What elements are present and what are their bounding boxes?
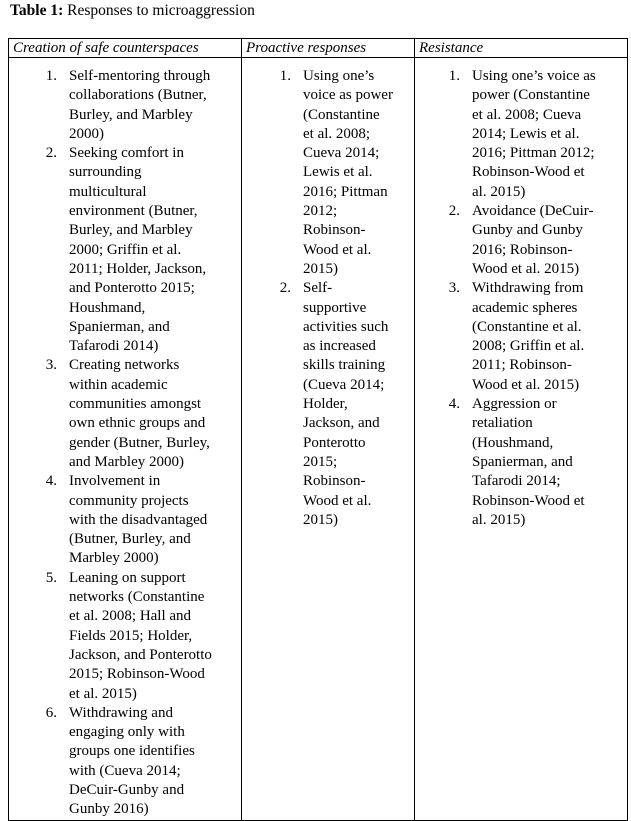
item-text: Withdrawing and engaging only with groups one identifies with (Cueva 2014; DeCuir-Gunby and Gunby 2016)	[69, 704, 195, 818]
item-text: Seeking comfort in surrounding multicultural environment (Butner, Burley, and Marbley 2000; Griffin et al. 2011; Holder, Jackson, and Ponterotto 2015; Houshmand, Spanierman, and Tafarodi 2014)	[69, 145, 207, 355]
header-proactive-responses: Proactive responses	[242, 39, 415, 58]
item-number: 5.	[45, 569, 57, 586]
table-label: Table 1:	[10, 2, 64, 19]
item-number: 3.	[448, 280, 460, 297]
item-number: 2.	[448, 203, 460, 220]
list-item	[13, 356, 241, 472]
list-item	[419, 279, 627, 395]
header-resistance: Resistance	[415, 39, 628, 58]
column-resistance	[415, 58, 628, 821]
table-title: Responses to microaggression	[63, 2, 255, 19]
column-proactive-responses	[242, 58, 415, 821]
list-item	[13, 472, 241, 568]
body-row	[9, 58, 628, 821]
item-text: Involvement in community projects with the disadvantaged (Butner, Burley, and Marbley 2000)	[69, 473, 208, 567]
item-text: Using one’s voice as power (Constantine et al. 2008; Cueva 2014; Lewis et al. 2016; Pittman 2012; Robinson-Wood et al. 2015)	[472, 68, 596, 200]
list-item	[13, 569, 241, 704]
item-number: 2.	[279, 280, 291, 297]
item-text: Self-mentoring through collaborations (Butner, Burley, and Marbley 2000)	[69, 68, 211, 142]
list-item	[419, 395, 627, 530]
list-item	[246, 279, 414, 530]
item-number: 1.	[279, 68, 291, 84]
header-safe-counterspaces: Creation of safe counterspaces	[9, 39, 242, 58]
list-item	[13, 144, 241, 356]
list-item	[246, 67, 414, 279]
list-item	[13, 704, 241, 820]
item-text: Aggression or retaliation (Houshmand, Spanierman, and Tafarodi 2014; Robinson-Wood et al. 2015)	[472, 396, 585, 528]
item-text: Self- supportive activities such as increased skills training (Cueva 2014; Holder, Jackson, and Ponterotto 2015; Robinson- Wood et al. 2015)	[303, 280, 389, 528]
item-number: 3.	[45, 357, 57, 374]
list-item	[419, 202, 627, 279]
header-row	[9, 39, 628, 58]
item-number: 2.	[45, 145, 57, 162]
item-text: Avoidance (DeCuir- Gunby and Gunby 2016; Robinson- Wood et al. 2015)	[472, 203, 594, 277]
table-caption	[10, 2, 255, 20]
item-text: Creating networks within academic communities amongst own ethnic groups and gender (Butner, Burley, and Marbley 2000)	[69, 357, 210, 470]
item-number: 6.	[45, 704, 57, 721]
responses-table	[8, 38, 628, 821]
item-text: Using one’s voice as power (Constantine et al. 2008; Cueva 2014; Lewis et al. 2016; Pittman 2012; Robinson- Wood et al. 2015)	[303, 68, 393, 277]
column-safe-counterspaces	[9, 58, 242, 821]
item-text: Leaning on support networks (Constantine et al. 2008; Hall and Fields 2015; Holder, Jackson, and Ponterotto 2015; Robinson-Wood et al. 2015)	[69, 569, 212, 702]
item-text: Withdrawing from academic spheres (Constantine et al. 2008; Griffin et al. 2011; Robinson- Wood et al. 2015)	[472, 280, 585, 393]
item-number: 1.	[45, 68, 57, 84]
list-item	[13, 67, 241, 144]
item-number: 4.	[448, 396, 460, 413]
list-item	[419, 67, 627, 202]
item-number: 1.	[448, 68, 460, 84]
item-number: 4.	[45, 473, 57, 490]
